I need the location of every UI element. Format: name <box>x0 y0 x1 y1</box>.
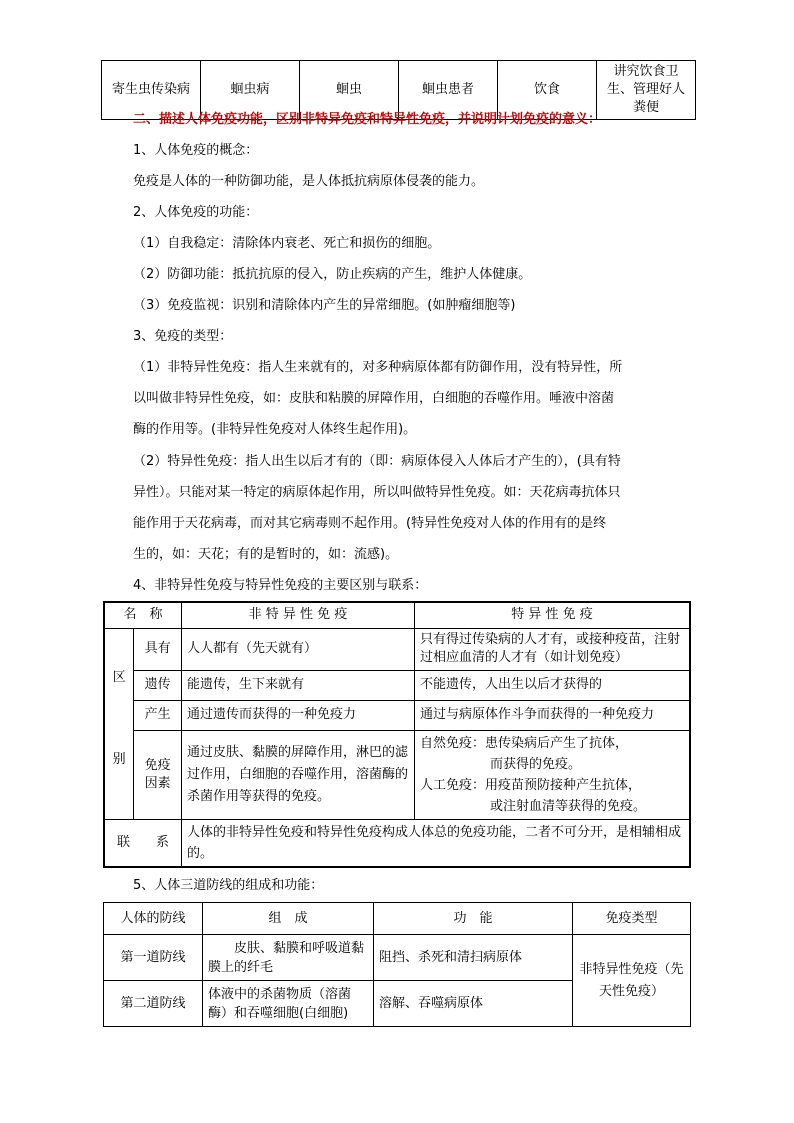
section-heading: 二、描述人体免疫功能，区别非特异免疫和特异性免疫，并说明计划免疫的意义： <box>133 112 602 127</box>
table-row <box>104 903 691 935</box>
table-cell: 人人都有（先天就有） <box>182 628 415 670</box>
section-title: 5、人体三道防线的组成和功能： <box>133 878 324 893</box>
table-cell: 只有得过传染病的人才有，或接种疫苗，注射过相应血清的人才有（如计划免疫） <box>415 628 691 670</box>
table-row <box>104 730 690 819</box>
header-type: 免疫类型 <box>573 903 691 935</box>
table-cell: 讲究饮食卫生、管理好人粪便 <box>597 61 696 120</box>
row-key: 遗传 <box>134 670 182 700</box>
table-cell: 能遗传，生下来就有 <box>182 670 415 700</box>
immunity-comparison-table <box>103 601 691 868</box>
immunity-type: 非特异性免疫（先天性免疫） <box>573 935 691 1027</box>
table-cell: 饮食 <box>498 61 597 120</box>
table-row <box>104 700 690 730</box>
defense-lines-table <box>103 902 691 1027</box>
paragraph: 免疫是人体的一种防御功能，是人体抵抗病原体侵袭的能力。 <box>133 174 485 189</box>
paragraph-line: （2）特异性免疫：指人出生以后才有的（即：病原体侵入人体后才产生的），(具有特 <box>133 454 621 469</box>
table-cell: 寄生虫传染病 <box>102 61 201 120</box>
table-cell: 通过皮肤、黏膜的屏障作用，淋巴的滤过作用，白细胞的吞噬作用，溶菌酶的杀菌作用等获得的免疫。 <box>182 730 415 819</box>
relation-label: 联 系 <box>104 819 182 867</box>
row-key: 免疫因素 <box>134 730 182 819</box>
defense-function: 溶解、吞噬病原体 <box>374 981 573 1027</box>
header-composition: 组 成 <box>203 903 374 935</box>
paragraph-line: 异性）。只能对某一特定的病原体起作用，所以叫做特异性免疫。如：天花病毒抗体只 <box>133 485 621 500</box>
list-item: （3）免疫监视：识别和清除体内产生的异常细胞。(如肿瘤细胞等) <box>133 298 516 313</box>
cell-line: 而获得的免疫。 <box>490 756 582 772</box>
relation-text: 人体的非特异性免疫和特异性免疫构成人体总的免疫功能，二者不可分开，是相辅相成的。 <box>182 819 691 867</box>
difference-char: 别 <box>112 751 126 767</box>
table-row <box>104 670 690 700</box>
paragraph-line: 酶的作用等。(非特异性免疫对人体终生起作用)。 <box>133 422 417 437</box>
cell-line: 自然免疫：患传染病后产生了抗体， <box>420 735 629 751</box>
table-row <box>104 935 691 981</box>
paragraph-line: 以叫做非特异性免疫，如：皮肤和粘膜的屏障作用，白细胞的吞噬作用。唾液中溶菌 <box>133 391 615 406</box>
table-row <box>104 602 690 628</box>
defense-composition: 体液中的杀菌物质（溶菌酶）和吞噬细胞(白细胞) <box>203 981 374 1027</box>
list-item: （1）自我稳定：清除体内衰老、死亡和损伤的细胞。 <box>133 236 441 251</box>
header-nonspecific: 非 特 异 性 免 疫 <box>182 602 415 628</box>
table-cell: 蛔虫患者 <box>399 61 498 120</box>
difference-label <box>104 628 134 819</box>
section-title: 4、非特异性免疫与特异性免疫的主要区别与联系： <box>133 578 428 593</box>
section-title: 3、免疫的类型： <box>133 329 233 344</box>
paragraph-line: 生的，如：天花；有的是暂时的，如：流感)。 <box>133 547 399 562</box>
row-key: 具有 <box>134 628 182 670</box>
section-title: 1、人体免疫的概念： <box>133 143 259 158</box>
table-cell: 通过遗传而获得的一种免疫力 <box>182 700 415 730</box>
table-cell: 通过与病原体作斗争而获得的一种免疫力 <box>415 700 691 730</box>
defense-function: 阻挡、杀死和清扫病原体 <box>374 935 573 981</box>
table-row <box>104 819 690 867</box>
cell-line: 或注射血清等获得的免疫。 <box>490 798 647 814</box>
header-line: 人体的防线 <box>104 903 203 935</box>
difference-char: 区 <box>112 669 126 685</box>
paragraph-line: 能作用于天花病毒，而对其它病毒则不起作用。(特异性免疫对人体的作用有的是终 <box>133 516 607 531</box>
section-title: 2、人体免疫的功能： <box>133 205 259 220</box>
defense-composition: 皮肤、黏膜和呼吸道黏膜上的纤毛 <box>203 935 374 981</box>
defense-line-name: 第一道防线 <box>104 935 203 981</box>
paragraph-line: （1）非特异性免疫：指人生来就有的，对多种病原体都有防御作用，没有特异性，所 <box>133 360 623 375</box>
table-cell <box>415 730 691 819</box>
defense-line-name: 第二道防线 <box>104 981 203 1027</box>
header-name: 名 称 <box>104 602 182 628</box>
table-cell: 蛔虫病 <box>201 61 300 120</box>
list-item: （2）防御功能：抵抗抗原的侵入，防止疾病的产生，维护人体健康。 <box>133 267 532 282</box>
cell-line: 人工免疫：用疫苗预防接种产生抗体， <box>420 777 642 793</box>
table-cell: 蛔虫 <box>300 61 399 120</box>
table-cell: 不能遗传，人出生以后才获得的 <box>415 670 691 700</box>
row-key: 产生 <box>134 700 182 730</box>
table-row <box>104 628 690 670</box>
header-function: 功 能 <box>374 903 573 935</box>
header-specific: 特 异 性 免 疫 <box>415 602 691 628</box>
